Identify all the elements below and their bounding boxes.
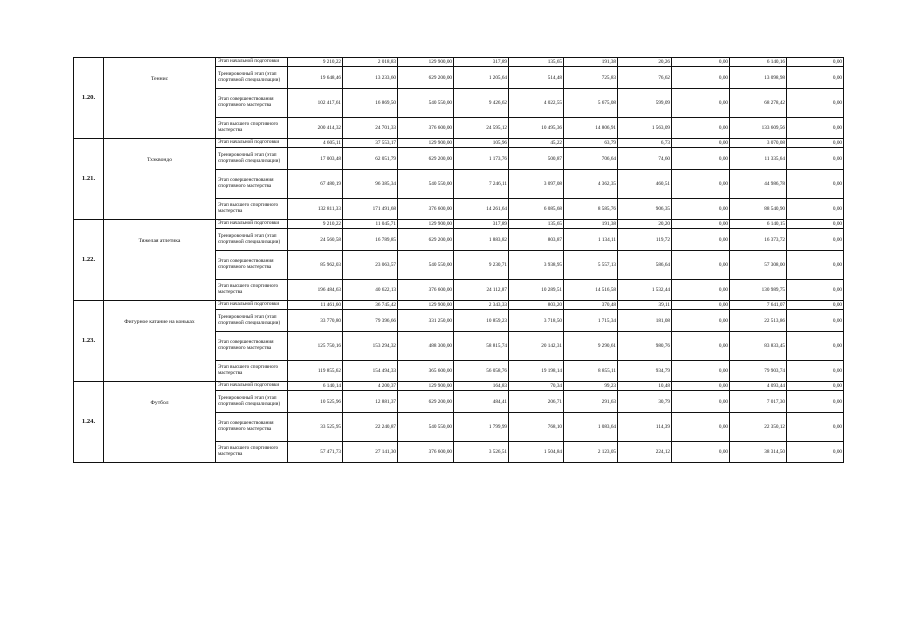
stage-label: Этап высшего спортивного мастерства [216,118,288,139]
value-cell: 1 173,76 [454,148,509,170]
value-cell: 23 063,57 [343,251,398,280]
value-cell: 0,00 [787,442,844,463]
value-cell: 365 600,00 [398,361,454,382]
value-cell: 24 595,12 [454,118,509,139]
value-cell: 10,48 [618,382,672,391]
value-cell: 16 789,85 [343,229,398,251]
value-cell: 83 833,45 [730,332,787,361]
value-cell: 376 600,00 [398,199,454,220]
value-cell: 181,08 [618,310,672,332]
value-cell: 74,60 [618,148,672,170]
value-cell: 725,83 [564,67,618,89]
sport-name: Тхэквондо [104,139,216,220]
value-cell: 36 745,42 [343,301,398,310]
value-cell: 0,00 [672,413,730,442]
value-cell: 488 300,00 [398,332,454,361]
value-cell: 768,10 [509,413,564,442]
value-cell: 629 200,00 [398,148,454,170]
value-cell: 129 900,00 [398,220,454,229]
value-cell: 6 140,14 [288,382,343,391]
value-cell: 133 609,56 [730,118,787,139]
value-cell: 38 314,50 [730,442,787,463]
stage-label: Этап совершенствования спортивного мастерства [216,332,288,361]
value-cell: 2 123,05 [564,442,618,463]
value-cell: 1 563,09 [618,118,672,139]
value-cell: 629 200,00 [398,391,454,413]
table-row [74,139,844,148]
value-cell: 540 550,00 [398,89,454,118]
value-cell: 317,89 [454,220,509,229]
value-cell: 9 210,22 [288,58,343,67]
value-cell: 7 017,30 [730,391,787,413]
value-cell: 0,00 [787,413,844,442]
sport-name: Тяжелая атлетика [104,220,216,301]
value-cell: 7 246,11 [454,170,509,199]
value-cell: 370,48 [564,301,618,310]
value-cell: 0,00 [672,301,730,310]
value-cell: 376 600,00 [398,280,454,301]
value-cell: 3 526,51 [454,442,509,463]
value-cell: 85 962,03 [288,251,343,280]
value-cell: 1 205,64 [454,67,509,89]
value-cell: 803,87 [509,229,564,251]
value-cell: 153 294,32 [343,332,398,361]
value-cell: 129 900,00 [398,139,454,148]
value-cell: 3 097,08 [509,170,564,199]
stage-label: Этап высшего спортивного мастерства [216,442,288,463]
value-cell: 2 018,83 [343,58,398,67]
value-cell: 0,00 [672,332,730,361]
value-cell: 3 938,95 [509,251,564,280]
value-cell: 9 210,22 [288,220,343,229]
value-cell: 0,00 [787,391,844,413]
value-cell: 16 869,50 [343,89,398,118]
value-cell: 196 484,63 [288,280,343,301]
value-cell: 164,83 [454,382,509,391]
value-cell: 76,62 [618,67,672,89]
table-row [74,220,844,229]
table-row [74,301,844,310]
value-cell: 599,09 [618,89,672,118]
stage-label: Этап высшего спортивного мастерства [216,199,288,220]
group-code: 1.24. [74,382,104,463]
value-cell: 11 335,64 [730,148,787,170]
value-cell: 10 495,36 [509,118,564,139]
value-cell: 9 426,62 [454,89,509,118]
cost-table [73,57,844,463]
value-cell: 2 343,33 [454,301,509,310]
value-cell: 0,00 [672,361,730,382]
value-cell: 1 715,34 [564,310,618,332]
value-cell: 484,41 [454,391,509,413]
value-cell: 0,00 [672,199,730,220]
value-cell: 540 550,00 [398,170,454,199]
value-cell: 0,00 [672,58,730,67]
value-cell: 129 900,00 [398,301,454,310]
stage-label: Этап высшего спортивного мастерства [216,280,288,301]
value-cell: 0,00 [672,220,730,229]
value-cell: 70,34 [509,382,564,391]
table-row [74,382,844,391]
value-cell: 514,48 [509,67,564,89]
value-cell: 56 058,76 [454,361,509,382]
value-cell: 114,39 [618,413,672,442]
stage-label: Этап начальной подготовки [216,382,288,391]
value-cell: 40 622,13 [343,280,398,301]
sport-name: Теннис [104,58,216,139]
value-cell: 24 560,58 [288,229,343,251]
group-code: 1.23. [74,301,104,382]
value-cell: 171 491,68 [343,199,398,220]
value-cell: 0,00 [672,118,730,139]
value-cell: 7 641,07 [730,301,787,310]
value-cell: 191,38 [564,220,618,229]
value-cell: 20 142,31 [509,332,564,361]
value-cell: 119,72 [618,229,672,251]
stage-label: Тренировочный этап (этап спортивной специализации) [216,67,288,89]
value-cell: 44 986,78 [730,170,787,199]
value-cell: 0,00 [787,361,844,382]
value-cell: 27 141,30 [343,442,398,463]
stage-label: Этап начальной подготовки [216,58,288,67]
value-cell: 5 675,08 [564,89,618,118]
value-cell: 0,00 [787,58,844,67]
value-cell: 119 855,62 [288,361,343,382]
value-cell: 0,00 [672,170,730,199]
value-cell: 0,00 [672,89,730,118]
value-cell: 11 461,60 [288,301,343,310]
value-cell: 586,64 [618,251,672,280]
sport-name: Футбол [104,382,216,463]
value-cell: 906,35 [618,199,672,220]
value-cell: 706,64 [564,148,618,170]
stage-label: Этап совершенствования спортивного мастерства [216,251,288,280]
stage-label: Этап начальной подготовки [216,220,288,229]
value-cell: 0,00 [787,301,844,310]
value-cell: 1 799,99 [454,413,509,442]
value-cell: 191,38 [564,58,618,67]
value-cell: 33 525,95 [288,413,343,442]
value-cell: 1 532,44 [618,280,672,301]
value-cell: 200 414,32 [288,118,343,139]
value-cell: 0,00 [672,310,730,332]
value-cell: 135,65 [509,58,564,67]
value-cell: 4 093,44 [730,382,787,391]
value-cell: 6 085,68 [509,199,564,220]
value-cell: 0,00 [787,382,844,391]
value-cell: 20,26 [618,58,672,67]
value-cell: 13 098,98 [730,67,787,89]
stage-label: Тренировочный этап (этап спортивной специализации) [216,229,288,251]
value-cell: 57 471,73 [288,442,343,463]
value-cell: 540 550,00 [398,251,454,280]
value-cell: 37 553,17 [343,139,398,148]
value-cell: 291,63 [564,391,618,413]
value-cell: 0,00 [672,251,730,280]
value-cell: 0,00 [787,251,844,280]
value-cell: 0,00 [787,67,844,89]
stage-label: Этап начальной подготовки [216,301,288,310]
table-row [74,58,844,67]
value-cell: 125 750,16 [288,332,343,361]
stage-label: Этап совершенствования спортивного мастерства [216,89,288,118]
value-cell: 1 504,84 [509,442,564,463]
value-cell: 4 362,35 [564,170,618,199]
value-cell: 0,00 [787,220,844,229]
value-cell: 96 385,34 [343,170,398,199]
stage-label: Этап начальной подготовки [216,139,288,148]
value-cell: 980,76 [618,332,672,361]
value-cell: 9 230,71 [454,251,509,280]
value-cell: 317,89 [454,58,509,67]
value-cell: 1 883,82 [454,229,509,251]
value-cell: 105,96 [454,139,509,148]
value-cell: 14 806,91 [564,118,618,139]
value-cell: 22 240,87 [343,413,398,442]
value-cell: 58 815,74 [454,332,509,361]
value-cell: 0,00 [672,442,730,463]
value-cell: 11 045,71 [343,220,398,229]
value-cell: 154 494,33 [343,361,398,382]
value-cell: 129 900,00 [398,58,454,67]
value-cell: 10 289,51 [509,280,564,301]
value-cell: 3 070,08 [730,139,787,148]
stage-label: Тренировочный этап (этап спортивной специализации) [216,391,288,413]
value-cell: 0,00 [672,229,730,251]
value-cell: 0,00 [787,170,844,199]
value-cell: 803,20 [509,301,564,310]
value-cell: 129 900,00 [398,382,454,391]
value-cell: 376 600,00 [398,118,454,139]
value-cell: 24 701,33 [343,118,398,139]
stage-label: Этап совершенствования спортивного мастерства [216,170,288,199]
value-cell: 67 480,19 [288,170,343,199]
value-cell: 24 112,87 [454,280,509,301]
value-cell: 0,00 [787,332,844,361]
value-cell: 14 261,64 [454,199,509,220]
value-cell: 62 051,79 [343,148,398,170]
document-sheet [73,57,843,463]
value-cell: 331 250,00 [398,310,454,332]
value-cell: 14 516,58 [564,280,618,301]
value-cell: 0,00 [672,139,730,148]
value-cell: 0,00 [672,382,730,391]
value-cell: 629 200,00 [398,67,454,89]
value-cell: 8 855,11 [564,361,618,382]
value-cell: 10 859,23 [454,310,509,332]
value-cell: 1 134,11 [564,229,618,251]
value-cell: 10 525,96 [288,391,343,413]
value-cell: 224,12 [618,442,672,463]
value-cell: 5 557,13 [564,251,618,280]
value-cell: 4 022,55 [509,89,564,118]
sport-name: Фигурное катание на коньках [104,301,216,382]
value-cell: 16 373,72 [730,229,787,251]
value-cell: 17 003,48 [288,148,343,170]
value-cell: 6 140,15 [730,220,787,229]
value-cell: 79 396,66 [343,310,398,332]
value-cell: 30,79 [618,391,672,413]
value-cell: 57 308,00 [730,251,787,280]
value-cell: 0,00 [787,310,844,332]
value-cell: 39,11 [618,301,672,310]
value-cell: 102 417,61 [288,89,343,118]
value-cell: 33 770,80 [288,310,343,332]
value-cell: 934,79 [618,361,672,382]
value-cell: 4 605,11 [288,139,343,148]
group-code: 1.20. [74,58,104,139]
value-cell: 0,00 [787,148,844,170]
value-cell: 460,51 [618,170,672,199]
value-cell: 79 903,74 [730,361,787,382]
value-cell: 63,79 [564,139,618,148]
value-cell: 0,00 [672,148,730,170]
value-cell: 500,87 [509,148,564,170]
value-cell: 22 350,12 [730,413,787,442]
stage-label: Тренировочный этап (этап спортивной специализации) [216,148,288,170]
value-cell: 9 290,61 [564,332,618,361]
value-cell: 45,22 [509,139,564,148]
stage-label: Этап совершенствования спортивного мастерства [216,413,288,442]
value-cell: 12 881,37 [343,391,398,413]
value-cell: 0,00 [787,229,844,251]
group-code: 1.21. [74,139,104,220]
value-cell: 6 140,16 [730,58,787,67]
value-cell: 4 200,37 [343,382,398,391]
value-cell: 3 718,50 [509,310,564,332]
value-cell: 20,20 [618,220,672,229]
stage-label: Этап высшего спортивного мастерства [216,361,288,382]
value-cell: 0,00 [672,391,730,413]
value-cell: 0,00 [787,280,844,301]
value-cell: 0,00 [787,118,844,139]
value-cell: 22 513,86 [730,310,787,332]
value-cell: 0,00 [787,139,844,148]
value-cell: 540 550,00 [398,413,454,442]
value-cell: 8 585,76 [564,199,618,220]
value-cell: 206,71 [509,391,564,413]
value-cell: 6,73 [618,139,672,148]
value-cell: 130 989,75 [730,280,787,301]
value-cell: 68 278,42 [730,89,787,118]
value-cell: 376 600,00 [398,442,454,463]
value-cell: 0,00 [787,89,844,118]
value-cell: 0,00 [787,199,844,220]
value-cell: 135,65 [509,220,564,229]
value-cell: 19 198,14 [509,361,564,382]
value-cell: 99,23 [564,382,618,391]
value-cell: 0,00 [672,67,730,89]
value-cell: 132 811,33 [288,199,343,220]
group-code: 1.22. [74,220,104,301]
value-cell: 0,00 [672,280,730,301]
stage-label: Тренировочный этап (этап спортивной специализации) [216,310,288,332]
value-cell: 1 083,64 [564,413,618,442]
value-cell: 88 540,90 [730,199,787,220]
value-cell: 629 200,00 [398,229,454,251]
value-cell: 19 648,46 [288,67,343,89]
value-cell: 13 233,60 [343,67,398,89]
table-body [74,58,844,463]
